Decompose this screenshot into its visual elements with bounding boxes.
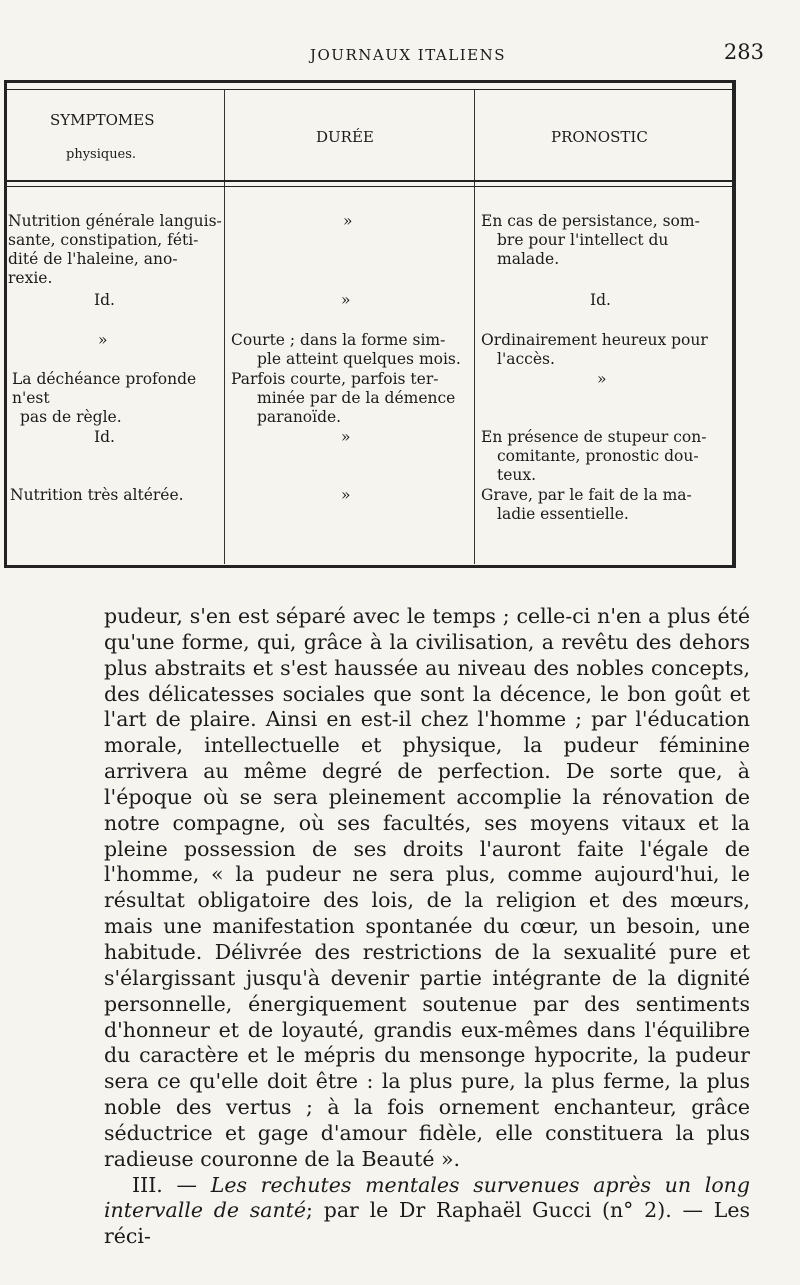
cell-line: Parfois courte, parfois ter- [231,370,439,388]
cell-line: » [98,331,108,349]
column-divider [224,90,225,564]
cell-line: En présence de stupeur con- [481,428,707,446]
cell-line: malade. [497,250,560,268]
running-head: JOURNAUX ITALIENS [310,46,506,64]
cell-line: rexie. [8,269,53,287]
cell-line: teux. [497,466,537,484]
cell-line: comitante, pronostic dou- [497,447,699,465]
cell-symptomes [98,331,107,350]
cell-line: Id. [590,291,611,309]
header-symptomes: SYMPTOMES [50,111,155,129]
cell-pronostic [481,331,731,369]
cell-pronostic [481,428,731,485]
cell-line: sante, constipation, féti- [8,231,199,249]
cell-line: Id. [94,428,115,446]
cell-duree [231,370,471,427]
cell-line: minée par de la démence [257,389,456,407]
header-rule [4,180,736,182]
cell-duree [231,331,471,369]
cell-line: Grave, par le fait de la ma- [481,486,692,504]
page-number: 283 [723,40,764,64]
cell-line: Nutrition générale languis- [8,212,222,230]
cell-symptomes [12,370,226,427]
cell-line: En cas de persistance, som- [481,212,700,230]
cell-pronostic [597,370,606,389]
column-divider [474,90,475,564]
cell-line: paranoïde. [257,408,342,426]
section-author: ; par le Dr Raphaël Gucci (n° 2). — Les réci- [104,1198,750,1249]
cell-line: pas de règle. [20,408,122,426]
cell-line: » [341,291,351,309]
cell-line: Nutrition très altérée. [10,486,184,504]
cell-symptomes [94,291,115,310]
cell-pronostic [481,486,731,524]
table-top-rule [4,89,736,90]
cell-symptomes [8,212,222,288]
header-rule [4,186,736,187]
cell-pronostic [481,212,731,269]
cell-line: l'accès. [497,350,555,368]
header-duree: DURÉE [316,128,374,146]
cell-symptomes [94,428,115,447]
cell-line: Courte ; dans la forme sim- [231,331,446,349]
header-pronostic: PRONOSTIC [551,128,648,146]
cell-duree [341,291,350,310]
body-text [104,604,750,1250]
cell-line: bre pour l'intellect du [497,231,669,249]
section-title: Les rechutes mentales survenues après un long intervalle de santé [104,1172,751,1223]
header-physiques: physiques. [66,147,137,162]
cell-duree [341,428,350,447]
cell-line: Id. [94,291,115,309]
cell-line: Ordinairement heureux pour [481,331,708,349]
page-header [0,40,800,70]
cell-duree [343,212,352,231]
cell-line: » [343,212,353,230]
section-number: III. — [132,1172,198,1197]
paragraph: pudeur, s'en est séparé avec le temps ; celle-ci n'en a plus été qu'une forme, qui, grâce à la civilisation, a revêtu des dehors plus abstraits et s'est haussée au niveau des nobles concepts, des délicatesses sociales que sont la décence, le bon goût et l'art de plaire. Ainsi en est-il chez l'homme ; par l'éducation morale, intellectuelle et physique, la pudeur féminine arrivera au même degré de perfection. De sorte que, à l'époque où se sera pleinement accomplie la rénovation de notre compagne, où ses facultés, ses moyens vitaux et la pleine possession de ses droits l'auront faite l'égale de l'homme, « la pudeur ne sera plus, comme aujourd'hui, le résultat obligatoire des lois, de la religion et des mœurs, mais une manifestation spontanée du cœur, un besoin, une habitude. Délivrée des restrictions de la sexualité pure et s'élargissant jusqu'à devenir partie intégrante de la dignité personnelle, énergiquement soutenue par des sentiments d'honneur et de loyauté, grandis eux-mêmes dans l'équilibre du caractère et le mépris du mensonge hypocrite, la pudeur sera ce qu'elle doit être : la plus pure, la plus ferme, la plus noble des vertus ; à la fois ornement enchanteur, grâce séductrice et gage d'amour fidèle, elle constituera la plus radieuse couronne de la Beauté ». [104,604,750,1171]
cell-symptomes [10,486,184,505]
cell-line: La déchéance profonde n'est [12,370,197,407]
cell-line: » [341,486,351,504]
cell-line: » [341,428,351,446]
cell-line: ple atteint quelques mois. [257,350,461,368]
cell-line: dité de l'haleine, ano- [8,250,178,268]
cell-line: » [597,370,607,388]
section-heading [104,1173,750,1251]
cell-pronostic [590,291,611,310]
cell-line: ladie essentielle. [497,505,629,523]
cell-duree [341,486,350,505]
